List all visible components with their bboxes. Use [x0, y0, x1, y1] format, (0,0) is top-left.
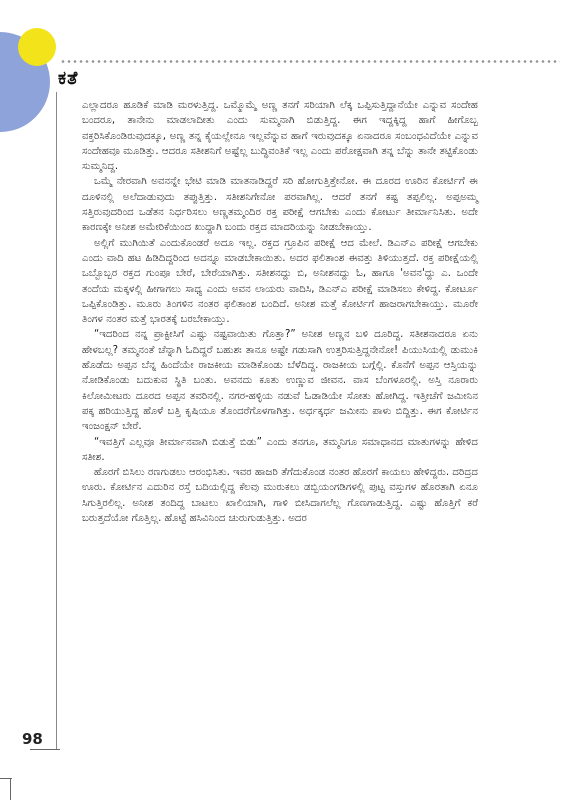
page-number: 98 — [22, 730, 43, 748]
paragraph: “ಇವತ್ತಿಗೆ ಎಲ್ಲವೂ ತೀರ್ಮಾನವಾಗಿ ಬಿಡುತ್ತೆ ಬಿಡು” ಎಂದು ತನಗೂ, ತಮ್ಮನಿಗೂ ಸಮಾಧಾನದ ಮಾತುಗಳನ್ನು ಹೇಳಿದ ಸತೀಶ. — [82, 436, 478, 463]
page-number-rule — [30, 749, 60, 750]
article-body — [82, 98, 478, 526]
paragraph: ಅಲ್ಲಿಗೆ ಮುಗಿಯಿತೆ ಎಂದುಕೊಂಡರೆ ಅದೂ ಇಲ್ಲ. ರಕ್ತದ ಗ್ರೂಪಿನ ಪರೀಕ್ಷೆ ಆದ ಮೇಲೆ. ಡಿಎನ್‌ಎ ಪರೀಕ್ಷೆ ಆಗಬೇಕು ಎಂದು ವಾದಿ ಹಟ ಹಿಡಿದಿದ್ದರಿಂದ ಅದನ್ನೂ ಮಾಡಬೇಕಾಯಿತು. ಅದರ ಫಲಿತಾಂಶ ಈವತ್ತು ತಿಳಿಯುತ್ತದೆ. ರಕ್ತ ಪರೀಕ್ಷೆಯಲ್ಲಿ ಒಬ್ಬೊಬ್ಬರ ರಕ್ತದ ಗುಂಪೂ ಬೇರೆ, ಬೇರೆಯಾಗಿತ್ತು. ಸತೀಶನದ್ದು ಬಿ, ಅನೀಶನದ್ದು ಓ, ಹಾಗೂ 'ಅವನ'ದ್ದು ಎ. ಒಂದೇ ತಂದೆಯ ಮಕ್ಕಳಲ್ಲಿ ಹೀಗಾಗಲು ಸಾಧ್ಯ ಎಂದು ಅವನ ಲಾಯರು ವಾದಿಸಿ, ಡಿಎನ್‌ಎ ಪರೀಕ್ಷೆ ಮಾಡಿಸಲು ಕೇಳಿದ್ದ. ಕೋರ್ಟೂ ಒಪ್ಪಿಕೊಂಡಿತ್ತು. ಮೂರು ತಿಂಗಳಿನ ನಂತರ ಫಲಿತಾಂಶ ಬಂದಿದೆ. ಅನೀಶ ಮತ್ತೆ ಕೋರ್ಟಿಗೆ ಹಾಜರಾಗಬೇಕಾಯ್ತು. ಮೂರೇ ತಿಂಗಳ ನಂತರ ಮತ್ತೆ ಭಾರತಕ್ಕೆ ಬರಬೇಕಾಯ್ತು. — [82, 237, 478, 326]
paragraph: ಒಮ್ಮೆ ನೇರವಾಗಿ ಅವನನ್ನೇ ಭೇಟಿ ಮಾಡಿ ಮಾತನಾಡಿದ್ದರೆ ಸರಿ ಹೋಗುತ್ತಿತ್ತೇನೋ. ಈ ದೂರದ ಊರಿನ ಕೋರ್ಟಿಗೆ ಈ ದೂಳಿನಲ್ಲಿ ಅಲೆದಾಡುವುದು ತಪ್ಪುತ್ತಿತ್ತು. ಸತೀಶನಿಗೇನೋ ಪರವಾಗಿಲ್ಲ. ಆದರೆ ತನಗೆ ಕಷ್ಟ ತಪ್ಪಲಿಲ್ಲ. ಅಪ್ಪಅಮ್ಮ ಸತ್ತಿರುವುದರಿಂದ ಒಡೆತನ ನಿರ್ಧರಿಸಲು ಅಣ್ಣತಮ್ಮಂದಿರ ರಕ್ತ ಪರೀಕ್ಷೆ ಆಗಬೇಕು ಎಂದು ಕೋರ್ಟು ತೀರ್ಮಾನಿಸಿತು. ಅದೇ ಕಾರಣಕ್ಕೇ ಅನೀಶ ಅಮೇರಿಕೆಯಿಂದ ಖುದ್ದಾಗಿ ಬಂದು ರಕ್ತದ ಮಾದರಿಯನ್ನು ನೀಡಬೇಕಾಯ್ತು. — [82, 176, 478, 234]
paragraph: “ಇದರಿಂದ ನನ್ನ ಪ್ರಾಕ್ಟೀಸಿಗೆ ಎಷ್ಟು ನಷ್ಟವಾಯಿತು ಗೊತ್ತಾ?” ಅನೀಶ ಅಣ್ಣನ ಬಳಿ ದೂರಿದ್ದ. ಸತೀಶನಾದರೂ ಏನು ಹೇಳಬಲ್ಲ? ತಮ್ಮನಂತೆ ಚೆನ್ನಾಗಿ ಓದಿದ್ದರೆ ಬಹುಶಃ ತಾನೂ ಅಷ್ಟೇ ಗಡುಸಾಗಿ ಉತ್ತರಿಸುತ್ತಿದ್ದನೇನೋ! ಪಿಯುಸಿಯಲ್ಲಿ ಡುಮುಕಿ ಹೊಡೆದು ಅಪ್ಪನ ಬೆನ್ನ ಹಿಂದೆಯೇ ರಾಜಕೀಯ ಮಾಡಿಕೊಂಡು ಬೆಳೆದಿದ್ದ. ರಾಜಕೀಯ ಬಗ್ಗೆಲ್ಲಿ. ಕೊನೆಗೆ ಅಪ್ಪನ ಆಸ್ತಿಯನ್ನು ನೋಡಿಕೊಂಡು ಬದುಕುವ ಸ್ಥಿತಿ ಬಂತು. ಅವನದು ಕೂತು ಉಣ್ಣುವ ಜೀವನ. ವಾಸ ಬೆಂಗಳೂರಲ್ಲಿ. ಅಸ್ತಿ ನೂರಾರು ಕಿಲೋಮೀಟರು ದೂರದ ಅಪ್ಪನ ತವರಿನಲ್ಲಿ. ನಗರ-ಹಳ್ಳಿಯ ನಡುವೆ ಓಡಾಡಿಯೇ ಸೋತು ಹೋಗಿದ್ದ. ಇತ್ತೀಚೆಗೆ ಜಮೀನಿನ ಪಕ್ಕ ಹರಿಯುತ್ತಿದ್ದ ಹೊಳೆ ಬತ್ತಿ ಕೃಷಿಯೂ ತೊಂದರೆಗೊಳಗಾಗಿತ್ತು. ಅರ್ಧಕ್ಕರ್ಧ ಜಮೀನು ಪಾಳು ಬಿದ್ದಿತ್ತು. ಈಗ ಕೋರ್ಟಿನ ಇಂಜಂಕ್ಷನ್ ಬೇರೆ. — [82, 329, 478, 433]
crop-mark — [0, 778, 12, 779]
margin-rule — [56, 92, 57, 750]
paragraph: ಹೊರಗೆ ಬಿಸಿಲು ರಣಗುಡಲು ಆರಂಭಿಸಿತು. ಇವರ ಹಾಜರಿ ತೆಗೆದುಕೊಂಡ ನಂತರ ಹೊರಗೆ ಕಾಯಲು ಹೇಳಿದ್ದರು. ದರಿದ್ರದ ಊರು. ಕೋರ್ಟಿನ ಎದುರಿನ ರಸ್ತೆ ಬದಿಯಲ್ಲಿದ್ದ ಕೆಲವು ಮುರುಕಲು ಡಬ್ಬಿಯಂಗಡಿಗಳಲ್ಲಿ ಪುಟ್ಟ ವಸ್ತುಗಳ ಹೊರತಾಗಿ ಏನೂ ಸಿಗುತ್ತಿರಲಿಲ್ಲ. ಅನೀಶ ತಂದಿದ್ದ ಬಾಟಲು ಖಾಲಿಯಾಗಿ, ಗಾಳಿ ಬೀಸಿದಾಗಲೆಲ್ಲ ಗೊಣಗಾಡುತ್ತಿದ್ದ. ಎಷ್ಟು ಹೊತ್ತಿಗೆ ಕರೆ ಬರುತ್ತದೆಯೋ ಗೊತ್ತಿಲ್ಲ. ಹೊಟ್ಟೆ ಹಸಿವಿನಿಂದ ಚುರುಗುಡುತ್ತಿತ್ತು. ಅದರ — [82, 467, 478, 525]
crop-mark — [10, 778, 11, 800]
decorative-yellow-circle — [18, 28, 56, 66]
dotted-header-rule — [60, 60, 560, 63]
section-label: ಕತೆ — [58, 68, 79, 89]
paragraph: ಎಲ್ಲಾದರೂ ಹೂಡಿಕೆ ಮಾಡಿ ಮರಳುತ್ತಿದ್ದ. ಒಮ್ಮೊಮ್ಮೆ ಅಣ್ಣ ತನಗೆ ಸರಿಯಾಗಿ ಲೆಕ್ಕ ಒಪ್ಪಿಸುತ್ತಿದ್ದಾನೆಯೇ ಎನ್ನುವ ಸಂದೇಹ ಬಂದರೂ, ತಾನೇನು ಮಾಡಲಾದೀತು ಎಂದು ಸುಮ್ಮನಾಗಿ ಬಿಡುತ್ತಿದ್ದ. ಈಗ ಇದ್ದಕ್ಕಿದ್ದ ಹಾಗೆ ಹೀಗೊಬ್ಬ ವಕ್ತರಿಸಿಕೊಂಡಿರುವುದಕ್ಕೂ, ಅಣ್ಣ ತನ್ನ ಕೈಯಲ್ಲೇನೂ ಇಲ್ಲವೆನ್ನುವ ಹಾಗೆ ಇರುವುದಕ್ಕೂ ಏನಾದರೂ ಸಂಬಂಧವಿದೆಯೇ ಎನ್ನುವ ಸಂದೇಹವೂ ಮೂಡಿತ್ತು. ಆದರೂ ಸತೀಶನಿಗೆ ಅಷ್ಟೆಲ್ಲ ಬುದ್ಧಿವಂತಿಕೆ ಇಲ್ಲ ಎಂದು ಪರೋಕ್ಷವಾಗಿ ತನ್ನ ಬೆನ್ನು ತಾನೇ ತಟ್ಟಿಕೊಂಡು ಸುಮ್ಮನಿದ್ದ. — [82, 100, 478, 173]
